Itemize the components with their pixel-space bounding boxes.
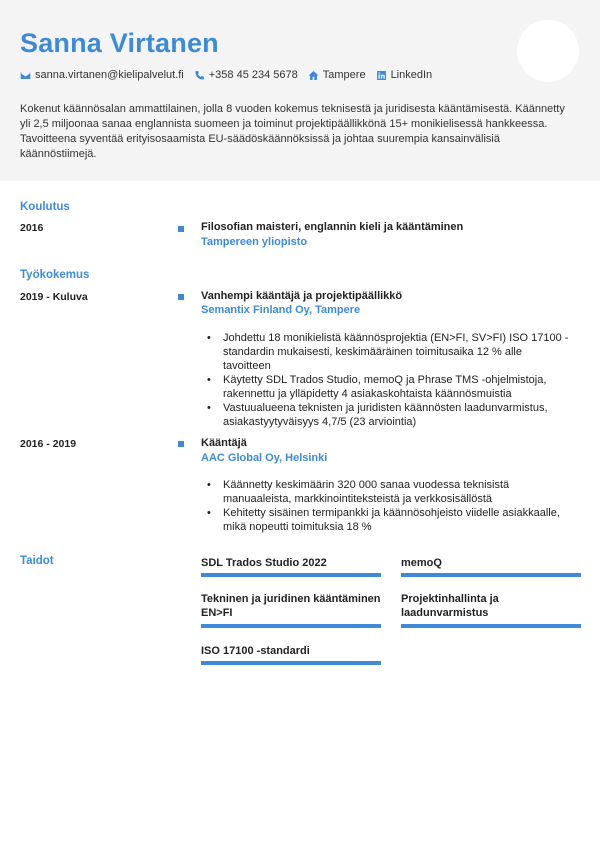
education-school: Tampereen yliopisto	[201, 236, 308, 248]
skill-bar	[201, 573, 381, 577]
list-item: • Kehitetty sisäinen termipankki ja käännösohjeisto viidelle asiakkaalle, mikä nopeutti toimituksia 18 %	[201, 506, 571, 534]
resume-header	[0, 0, 600, 181]
timeline-marker	[178, 294, 184, 300]
skill-item	[201, 592, 381, 620]
list-item: • Käännetty keskimäärin 320 000 sanaa vuodessa teknisistä manuaaleista, markkinointiteksteistä ja verkkosisällöstä	[201, 478, 571, 506]
phone-icon	[194, 70, 205, 81]
skill-name: Projektinhallinta ja laadunvarmistus	[401, 593, 499, 619]
email-text: sanna.virtanen@kielipalvelut.fi	[35, 69, 184, 81]
section-title-experience: Työkokemus	[20, 269, 90, 281]
skill-name: ISO 17100 -standardi	[201, 645, 310, 657]
contact-linkedin[interactable]	[376, 69, 433, 81]
contact-row	[20, 69, 442, 81]
profile-summary: Kokenut käännösalan ammattilainen, jolla 8 vuoden kokemus teknisestä ja juridisesta kääntämisestä. Käännetty yli 2,5 miljoonaa sanaa englannista suomeen ja toiminut projektipäällikkönä 15+ monikielisessä hankkeessa. Tavoitteena syventää erityisosaamista EU-säädöskäännöksissä ja johtaa suurempia kansainvälisiä käännöstiimejä.	[20, 103, 565, 160]
timeline-marker	[178, 226, 184, 232]
linkedin-icon	[376, 70, 387, 81]
education-date: 2016	[20, 222, 44, 234]
contact-city	[308, 69, 366, 81]
skill-bar	[401, 624, 581, 628]
home-icon	[308, 70, 319, 81]
timeline-marker	[178, 441, 184, 447]
avatar	[517, 20, 579, 82]
list-item: • Vastuualueena teknisten ja juridisten käännösten laadunvarmistus, asiakastyytyväisyys 4,7/5 (23 arviointia)	[201, 401, 571, 429]
experience-bullets	[201, 331, 571, 429]
skill-item	[201, 556, 381, 570]
skill-item	[201, 644, 381, 658]
skill-item	[401, 556, 581, 570]
experience-role: Vanhempi kääntäjä ja projektipäällikkö	[201, 290, 403, 302]
city-text: Tampere	[322, 69, 366, 81]
skill-bar	[401, 573, 581, 577]
skill-name: memoQ	[401, 557, 442, 569]
contact-phone[interactable]	[194, 69, 298, 81]
experience-date: 2019 - Kuluva	[20, 291, 88, 303]
skill-bar	[201, 624, 381, 628]
skill-item	[401, 592, 581, 620]
section-title-skills: Taidot	[20, 555, 54, 567]
section-title-education: Koulutus	[20, 201, 70, 213]
experience-date: 2016 - 2019	[20, 438, 77, 450]
skill-name: SDL Trados Studio 2022	[201, 557, 327, 569]
experience-role: Kääntäjä	[201, 437, 247, 449]
skill-name: Tekninen ja juridinen kääntäminen EN>FI	[201, 593, 381, 619]
phone-text: +358 45 234 5678	[208, 69, 298, 81]
experience-bullets	[201, 478, 571, 534]
experience-company: AAC Global Oy, Helsinki	[201, 452, 328, 464]
skill-bar	[201, 661, 381, 665]
education-degree: Filosofian maisteri, englannin kieli ja kääntäminen	[201, 221, 464, 233]
experience-company: Semantix Finland Oy, Tampere	[201, 304, 361, 316]
contact-email[interactable]	[20, 69, 184, 81]
envelope-icon	[20, 70, 31, 81]
person-name: Sanna Virtanen	[20, 28, 219, 58]
linkedin-text: LinkedIn	[390, 69, 433, 81]
list-item: • Johdettu 18 monikielistä käännösprojektia (EN>FI, SV>FI) ISO 17100 -standardin mukaisesti, keskimääräinen toimitusaika 12 % alle tavoitteen	[201, 331, 571, 373]
list-item: • Käytetty SDL Trados Studio, memoQ ja Phrase TMS -ohjelmistoja, rakennettu ja ylläpidetty 4 asiakaskohtaista käännösmuistia	[201, 373, 571, 401]
